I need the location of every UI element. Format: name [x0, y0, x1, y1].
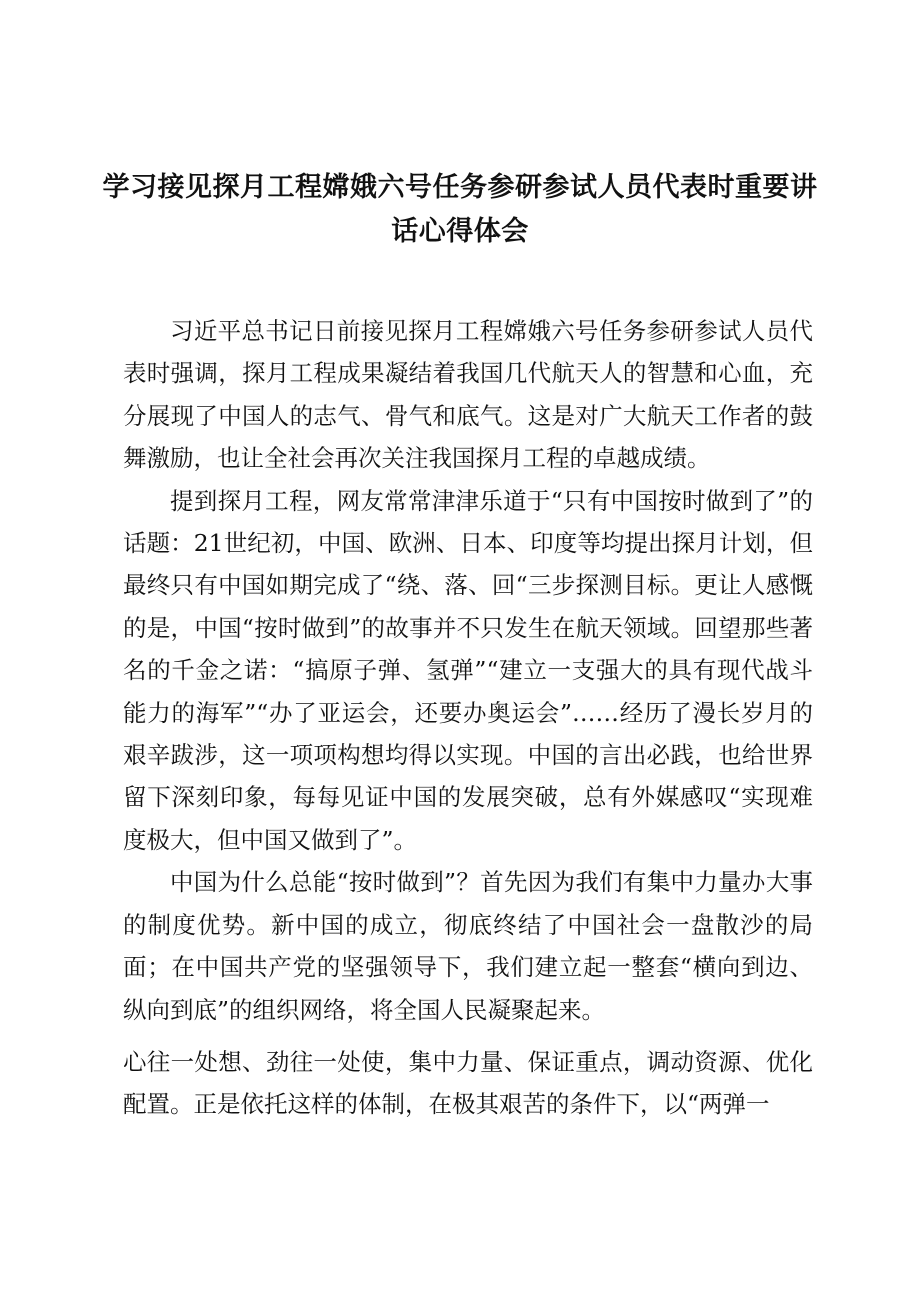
document-body	[123, 310, 813, 1126]
paragraph: 心往一处想、劲往一处使，集中力量、保证重点，调动资源、优化配置。正是依托这样的体制，在极其艰苦的条件下，以“两弹一	[123, 1047, 813, 1119]
paragraph: 习近平总书记日前接见探月工程嫦娥六号任务参研参试人员代表时强调，探月工程成果凝结着我国几代航天人的智慧和心血，充分展现了中国人的志气、骨气和底气。这是对广大航天工作者的鼓舞激励，也让全社会再次关注我国探月工程的卓越成绩。	[123, 317, 813, 473]
paragraph: 提到探月工程，网友常常津津乐道于“只有中国按时做到了”的话题：21世纪初，中国、欧洲、日本、印度等均提出探月计划，但最终只有中国如期完成了“绕、落、回“三步探测目标。更让人感慨的是，中国“按时做到”的故事并不只发生在航天领域。回望那些著名的千金之诺：“搞原子弹、氢弹”“建立一支强大的具有现代战斗能力的海军”“办了亚运会，还要办奥运会”……经历了漫长岁月的艰辛跋涉，这一项项构想均得以实现。中国的言出必践，也给世界留下深刻印象，每每见证中国的发展突破，总有外媒感叹“实现难度极大，但中国又做到了”。	[123, 486, 813, 854]
paragraph: 中国为什么总能“按时做到”？首先因为我们有集中力量办大事的制度优势。新中国的成立，彻底终结了中国社会一盘散沙的局面；在中国共产党的坚强领导下，我们建立起一整套“横向到边、纵向到底”的组织网络，将全国人民凝聚起来。	[123, 868, 813, 1024]
document-title: 学习接见探月工程嫦娥六号任务参研参试人员代表时重要讲话心得体会	[102, 172, 818, 247]
